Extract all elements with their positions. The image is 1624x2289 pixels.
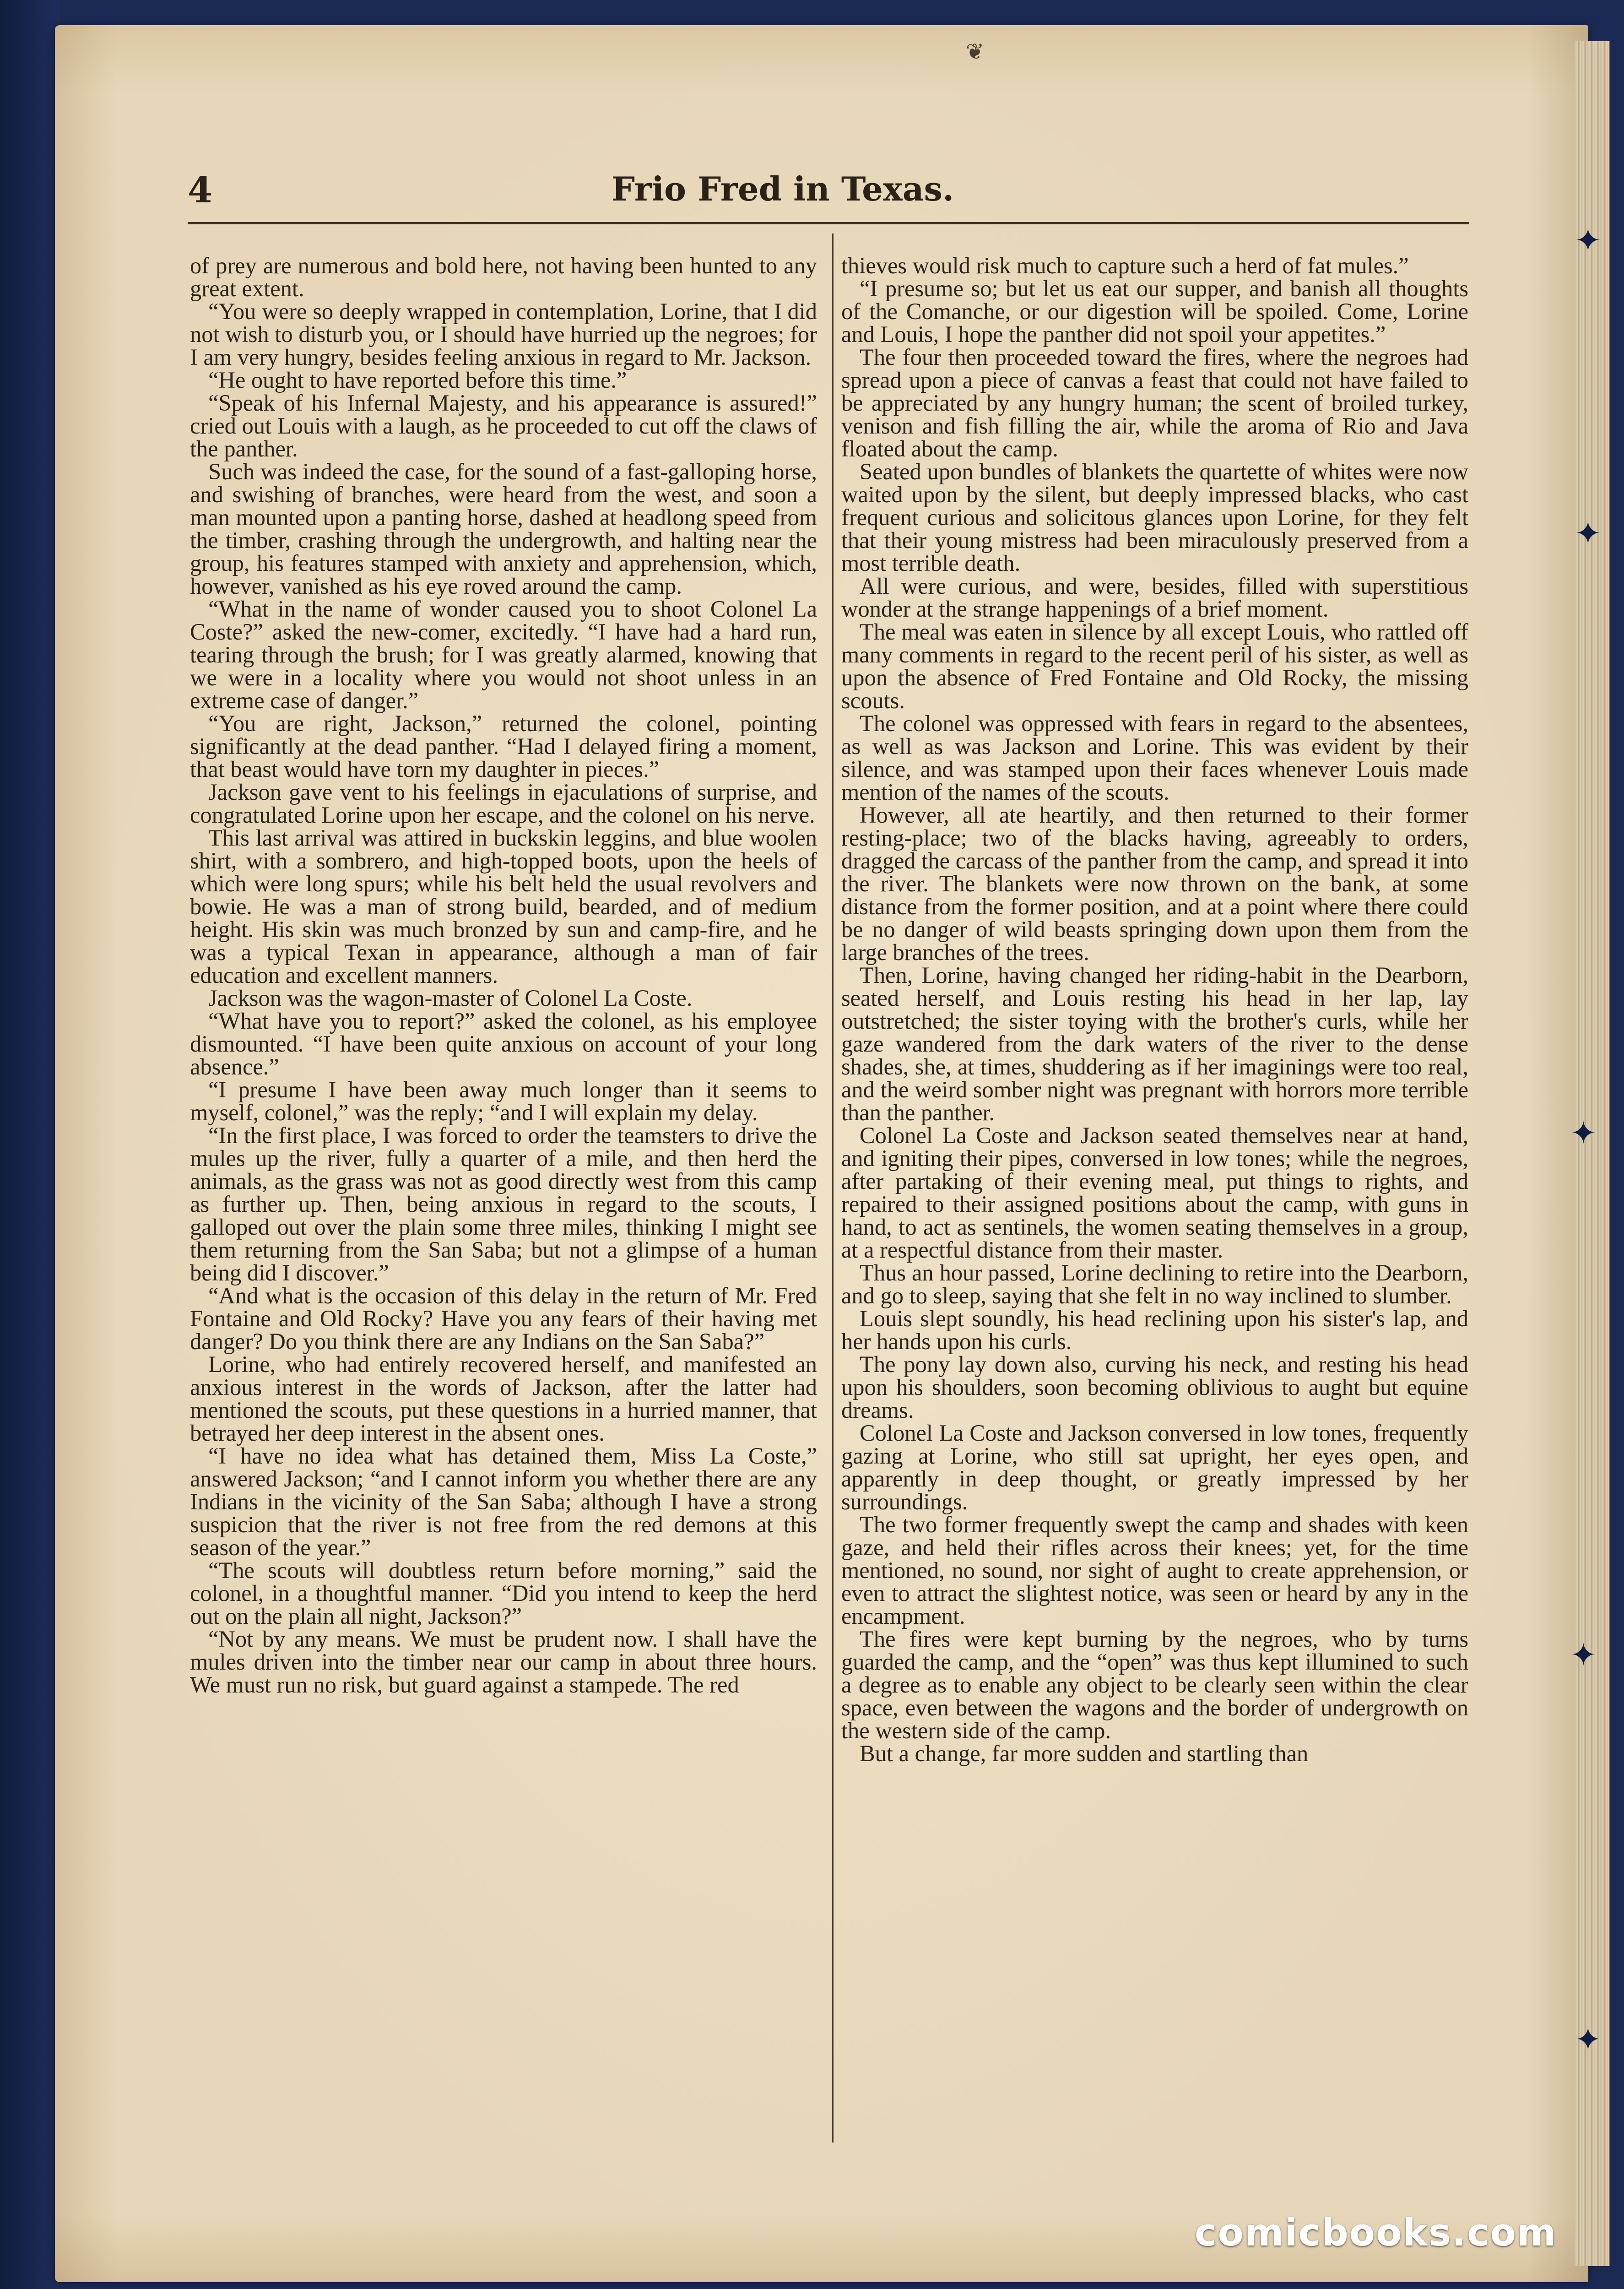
- paragraph: The pony lay down also, curving his neck, and resting his head upon his shoulders, soon becoming oblivious to aught but equine dreams.: [841, 1351, 1468, 1423]
- paragraph: “In the first place, I was forced to order the teamsters to drive the mules up the river, fully a quarter of a mile, and then herd the animals, as the grass was not as good directly west from this camp as further up. Then, being anxious in regard to the scouts, I galloped out over the plain some three miles, thinking I might see them returning from the San Saba; but not a glimpse of a human being did I discover.”: [190, 1123, 817, 1286]
- page-header: [188, 169, 1469, 220]
- paragraph: Lorine, who had entirely recovered herself, and manifested an anxious interest in the words of Jackson, after the latter had mentioned the scouts, put these questions in a hurried manner, that betrayed her deep interest in the absent ones.: [190, 1351, 817, 1446]
- binding-stitch: ✦: [1570, 1114, 1597, 1152]
- paragraph: However, all ate heartily, and then returned to their former resting-place; two of the blacks having, agreeably to orders, dragged the carcass of the panther from the camp, and spread it into the river. The blankets were now thrown on the bank, at some distance from the former position, and at a point where there could be no danger of wild beasts springing down upon them from the large branches of the trees.: [841, 802, 1468, 965]
- header-rule: [188, 222, 1469, 224]
- paragraph: “The scouts will doubtless return before morning,” said the colonel, in a thoughtful manner. “Did you intend to keep the herd out on the plain all night, Jackson?”: [190, 1557, 817, 1629]
- paragraph: Seated upon bundles of blankets the quartette of whites were now waited upon by the silent, but deeply impressed blacks, who cast frequent curious and solicitous glances upon Lorine, for they felt that their young mistress had been miraculously preserved from a most terrible death.: [841, 459, 1468, 576]
- binding-stitch: ✦: [1575, 515, 1602, 552]
- paragraph: “I presume I have been away much longer than it seems to myself, colonel,” was the reply; “and I will explain my delay.: [190, 1077, 817, 1125]
- paragraph: The colonel was oppressed with fears in regard to the absentees, as well as was Jackson and Lorine. This was evident by their silence, and was stamped upon their faces whenever Louis made mention of the names of the scouts.: [841, 711, 1468, 805]
- binding-stitch: ✦: [1570, 1636, 1597, 1674]
- paragraph: “I have no idea what has detained them, Miss La Coste,” answered Jackson; “and I cannot inform you whether there are any Indians in the vicinity of the San Saba; although I have a strong suspicion that the river is not free from the red demons at this season of the year.”: [190, 1443, 817, 1560]
- paragraph: The meal was eaten in silence by all except Louis, who rattled off many comments in regard to the recent peril of his sister, as well as upon the absence of Fred Fontaine and Old Rocky, the missing scouts.: [841, 619, 1468, 713]
- paragraph: Such was indeed the case, for the sound of a fast-galloping horse, and swishing of branches, were heard from the west, and soon a man mounted upon a panting horse, dashed at headlong speed from the timber, crashing through the undergrowth, and halting near the group, his features stamped with anxiety and apprehension, which, however, vanished as his eye roved around the camp.: [190, 459, 817, 599]
- paragraph: This last arrival was attired in buckskin leggins, and blue woolen shirt, with a sombrero, and high-topped boots, upon the heels of which were long spurs; while his belt held the usual revolvers and bowie. He was a man of strong build, bearded, and of medium height. His skin was much bronzed by sun and camp-fire, and he was a typical Texan in appearance, although a man of fair education and excellent manners.: [190, 825, 817, 988]
- binding-stitch: ✦: [1575, 2021, 1602, 2058]
- paragraph: of prey are numerous and bold here, not having been hunted to any great extent.: [190, 254, 817, 301]
- paragraph: Colonel La Coste and Jackson seated themselves near at hand, and igniting their pipes, conversed in low tones; while the negroes, after partaking of their evening meal, put things to rights, and repaired to their assigned positions about the camp, with guns in hand, to act as sentinels, the women seating themselves in a group, at a respectful distance from their master.: [841, 1123, 1468, 1263]
- paragraph: Colonel La Coste and Jackson conversed in low tones, frequently gazing at Lorine, who still sat upright, her eyes open, and apparently in deep thought, or greatly impressed by her surroundings.: [841, 1420, 1468, 1514]
- binding-stitch: ✦: [1575, 222, 1602, 259]
- page-edge: [1575, 41, 1610, 2266]
- paragraph: “What in the name of wonder caused you to shoot Colonel La Coste?” asked the new-comer, excitedly. “I have had a hard run, tearing through the brush; for I was greatly alarmed, knowing that we were in a locality where you would not shoot unless in an extreme case of danger.”: [190, 596, 817, 713]
- paragraph: “He ought to have reported before this time.”: [208, 367, 627, 393]
- left-column: [190, 254, 817, 2159]
- page-number: 4: [188, 169, 213, 211]
- top-ornament: ❦: [966, 39, 985, 65]
- paragraph: The four then proceeded toward the fires, where the negroes had spread upon a piece of canvas a feast that could not have failed to be appreciated by any hungry human; the scent of broiled turkey, venison and fish filling the air, while the aroma of Rio and Java floated about the camp.: [841, 344, 1468, 461]
- paragraph: “You were so deeply wrapped in contemplation, Lorine, that I did not wish to disturb you, or I should have hurried up the negroes; for I am very hungry, besides feeling anxious in regard to Mr. Jackson.: [190, 298, 817, 370]
- paragraph: The fires were kept burning by the negroes, who by turns guarded the camp, and the “open” was thus kept illumined to such a degree as to enable any object to be clearly seen within the clear space, even between the wagons and the border of undergrowth on the western side of the camp.: [841, 1626, 1468, 1743]
- paragraph: “What have you to report?” asked the colonel, as his employee dismounted. “I have been quite anxious on account of your long absence.”: [190, 1008, 817, 1079]
- paragraph: All were curious, and were, besides, filled with superstitious wonder at the strange happenings of a brief moment.: [841, 573, 1468, 622]
- right-column: [841, 254, 1468, 2159]
- background-left: [0, 0, 60, 2289]
- column-divider: [832, 233, 834, 2143]
- paragraph: Jackson was the wagon-master of Colonel La Coste.: [208, 985, 693, 1011]
- paragraph: Jackson gave vent to his feelings in ejaculations of surprise, and congratulated Lorine upon her escape, and the colonel on his nerve.: [190, 779, 817, 828]
- paragraph: Thus an hour passed, Lorine declining to retire into the Dearborn, and go to sleep, saying that she felt in no way inclined to slumber.: [841, 1260, 1468, 1308]
- paragraph: “I presume so; but let us eat our supper, and banish all thoughts of the Comanche, or our digestion will be spoiled. Come, Lorine and Louis, I hope the panther did not spoil your appetites.”: [841, 276, 1468, 347]
- paragraph: thieves would risk much to capture such a herd of fat mules.”: [841, 254, 1409, 278]
- paragraph: “Speak of his Infernal Majesty, and his appearance is assured!” cried out Louis with a laugh, as he proceeded to cut off the claws of the panther.: [190, 390, 817, 461]
- site-watermark: comicbooks.com: [1195, 2211, 1557, 2255]
- paragraph: Louis slept soundly, his head reclining upon his sister's lap, and her hands upon his curls.: [841, 1306, 1468, 1354]
- paragraph: The two former frequently swept the camp and shades with keen gaze, and held their rifles across their knees; yet, for the time mentioned, no sound, nor sight of aught to create apprehension, or even to attract the slightest notice, was seen or heard by any in the encampment.: [841, 1512, 1468, 1629]
- paragraph: “Not by any means. We must be prudent now. I shall have the mules driven into the timber near our camp in about three hours. We must run no risk, but guard against a stampede. The red: [190, 1626, 817, 1698]
- paragraph: “You are right, Jackson,” returned the colonel, pointing significantly at the dead panther. “Had I delayed firing a moment, that beast would have torn my daughter in pieces.”: [190, 711, 817, 782]
- paragraph: But a change, far more sudden and startling than: [860, 1741, 1309, 1766]
- running-title: Frio Fred in Texas.: [611, 169, 954, 208]
- paragraph: “And what is the occasion of this delay in the return of Mr. Fred Fontaine and Old Rocky? Have you any fears of their having met danger? Do you think there are any Indians on the San Saba?”: [190, 1283, 817, 1354]
- paragraph: Then, Lorine, having changed her riding-habit in the Dearborn, seated herself, and Louis resting his head in her lap, lay outstretched; the sister toying with the brother's curls, while her gaze wandered from the dark waters of the river to the dense shades, she, at times, shuddering as if her imaginings were too real, and the weird somber night was pregnant with horrors more terrible than the panther.: [841, 962, 1468, 1125]
